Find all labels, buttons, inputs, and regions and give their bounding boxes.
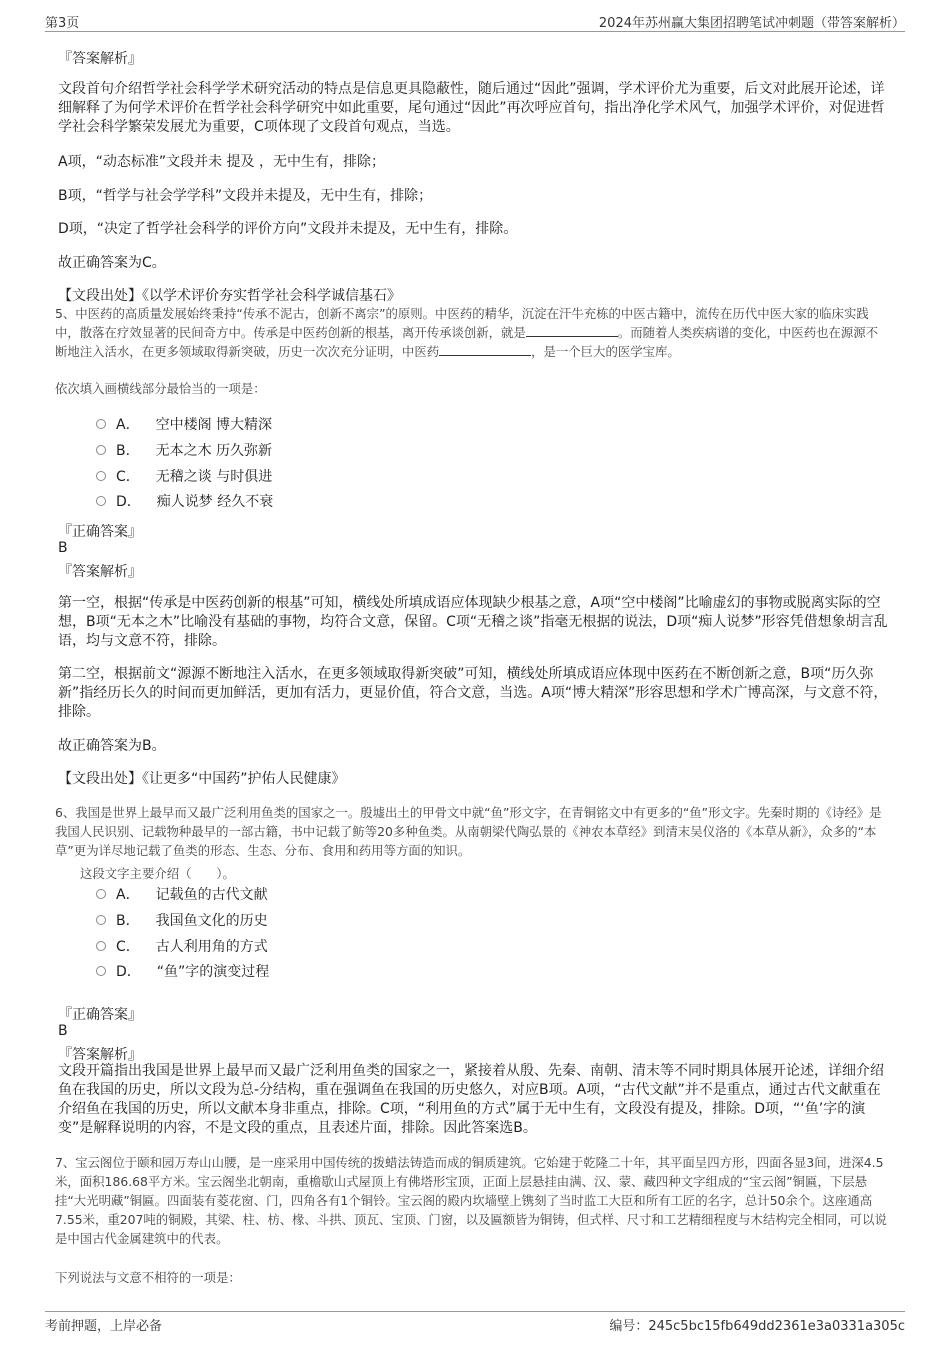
q5-stem-part1: 5、中医药的高质量发展始终秉持“传承不泥古，创新不离宗”的原则。中医药的精华，沉淀在汗牛充栋的中医古籍中，流传在历代中医大家的临床实践中，散落在疗效显著的民间奇方中。传承是中医药创新的根基，离开传承谈创新，就是 [55, 306, 869, 340]
option-letter: C． [116, 469, 140, 485]
q5-answer-label: 『正确答案』 [58, 524, 142, 540]
option-letter: D． [116, 964, 141, 980]
option-text: 无本之木 历久弥新 [155, 443, 273, 459]
q5-stem-part2: 。而随着人类疾病谱的变化，中医药也在源源不断地注入活水，在更多领域取得新突破，历史一次次充分证明，中医药 [55, 325, 879, 359]
page-number: 第3页 [45, 16, 80, 31]
q4-conclusion: 故正确答案为C。 [58, 255, 166, 271]
radio-icon[interactable] [96, 966, 106, 976]
radio-icon[interactable] [96, 471, 106, 481]
option-text: 无稽之谈 与时俱进 [155, 469, 273, 485]
option-letter: C． [116, 939, 140, 955]
footer-serial [609, 1315, 905, 1334]
serial-number: 245c5bc15fb649dd2361e3a0331a305c [648, 1319, 905, 1334]
header-divider [45, 31, 905, 32]
q5-option-c[interactable] [96, 466, 272, 486]
q4-analysis-option-d: D项，“决定了哲学社会科学的评价方向”文段并未提及，无中生有，排除。 [58, 221, 518, 237]
q5-analysis-paragraph-2: 第二空，根据前文“源源不断地注入活水，在更多领域取得新突破”可知，横线处所填成语应体现中医药在不断创新之意，B项“历久弥新”指经历长久的时间而更加鲜活，更加有活力，更显价值，符合文意，当选。A项“博大精深”形容思想和学术广博高深，与文意不符，排除。 [58, 666, 888, 720]
option-text: “鱼”字的演变过程 [156, 964, 270, 980]
q6-instruction: 这段文字主要介绍（ ）。 [80, 866, 235, 881]
q6-option-c[interactable] [96, 936, 268, 956]
footer-divider [45, 1311, 905, 1312]
option-text: 古人利用角的方式 [155, 939, 268, 955]
q5-instruction: 依次填入画横线部分最恰当的一项是： [55, 381, 266, 396]
radio-icon[interactable] [96, 889, 106, 899]
q5-blank-2 [439, 343, 531, 356]
q5-analysis-paragraph-1: 第一空，根据“传承是中医药创新的根基”可知，横线处所填成语应体现缺少根基之意，A项“空中楼阁”比喻虚幻的事物或脱离实际的空想，B项“无本之木”比喻没有基础的事物，均符合文意，保留。C项“无稽之谈”指毫无根据的说法，D项“痴人说梦”形容凭借想象胡言乱语，均与文意不符，排除。 [58, 595, 888, 649]
q6-option-d[interactable] [96, 961, 269, 981]
footer-motto: 考前押题，上岸必备 [45, 1319, 163, 1334]
radio-icon[interactable] [96, 445, 106, 455]
radio-icon[interactable] [96, 496, 106, 506]
q5-option-d[interactable] [96, 491, 273, 511]
q5-blank-1 [526, 324, 618, 337]
q5-conclusion: 故正确答案为B。 [58, 738, 166, 754]
q5-stem-part3: ，是一个巨大的医学宝库。 [531, 344, 680, 359]
q6-analysis-paragraph: 文段开篇指出我国是世界上最早而又最广泛利用鱼类的国家之一，紧接着从殷、先秦、南朝、清末等不同时期具体展开论述，详细介绍鱼在我国的历史，所以文段为总-分结构，重在强调鱼在我国的历史悠久，对应B项。A项，“古代文献”并不是重点，通过古代文献重在介绍鱼在我国的历史，所以文献本身非重点，排除。C项，“利用鱼的方式”属于无中生有，文段没有提及，排除。D项，“‘鱼’字的演变”是解释说明的内容，不是文段的重点，且表述片面，排除。因此答案选B。 [58, 1063, 884, 1136]
q4-analysis-option-b: B项，“哲学与社会学学科”文段并未提及，无中生有，排除； [58, 188, 433, 204]
q5-option-b[interactable] [96, 440, 272, 460]
q6-answer: B [58, 1023, 68, 1039]
q4-analysis-option-a: A项，“动态标准”文段并未 提及 ，无中生有，排除； [58, 154, 385, 170]
q5-stem [55, 304, 890, 361]
option-letter: B． [116, 443, 140, 459]
q5-answer: B [58, 540, 68, 556]
q6-answer-label: 『正确答案』 [58, 1007, 142, 1023]
q4-source: 【文段出处】《以学术评价夯实哲学社会科学诚信基石》 [58, 288, 401, 304]
option-text: 我国鱼文化的历史 [155, 913, 268, 929]
q4-analysis-label: 『答案解析』 [58, 51, 142, 67]
q5-source: 【文段出处】《让更多“中国药”护佑人民健康》 [58, 771, 346, 787]
q6-analysis-label: 『答案解析』 [58, 1047, 142, 1063]
radio-icon[interactable] [96, 915, 106, 925]
radio-icon[interactable] [96, 941, 106, 951]
option-letter: B． [116, 913, 140, 929]
q5-analysis-label: 『答案解析』 [58, 564, 142, 580]
q7-stem: 7、宝云阁位于颐和园万寿山山腰，是一座采用中国传统的拨蜡法铸造而成的铜质建筑。它始建于乾隆二十年，其平面呈四方形，四面各显3间，进深4.5米，面积186.68平方米。宝云阁坐北朝南，重檐歇山式屋顶上有佛塔形宝顶，正面上层悬挂由满、汉、蒙、藏四种文字组成的“宝云阁”铜匾，下层悬挂“大光明藏”铜匾。四面装有菱花窗、门，四角各有1个铜铃。宝云阁的殿内坎墙壁上镌刻了当时监工大臣和所有工匠的名字，总计50余个。这座通高7.55米，重207吨的铜殿，其梁、柱、枋、椽、斗拱、顶瓦、宝顶、门窗，以及匾额皆为铜铸，但式样、尺寸和工艺精细程度与木结构完全相同，可以说是中国古代金属建筑中的代表。 [55, 1155, 887, 1246]
document-title: 2024年苏州赢大集团招聘笔试冲刺题（带答案解析） [598, 16, 905, 31]
serial-label: 编号： [609, 1319, 649, 1334]
option-letter: A． [116, 417, 140, 433]
q5-option-a[interactable] [96, 414, 272, 434]
q6-option-b[interactable] [96, 910, 268, 930]
option-letter: A． [116, 887, 140, 903]
q6-option-a[interactable] [96, 884, 268, 904]
option-letter: D． [116, 494, 141, 510]
q4-analysis-paragraph: 文段首句介绍哲学社会科学学术研究活动的特点是信息更具隐蔽性，随后通过“因此”强调，学术评价尤为重要，后文对此展开论述，详细解释了为何学术评价在哲学社会科学研究中如此重要，尾句通过“因此”再次呼应首句，指出净化学术风气，加强学术评价，对促进哲学社会科学繁荣发展尤为重要，C项体现了文段首句观点，当选。 [58, 81, 885, 135]
q7-instruction: 下列说法与文意不相符的一项是： [55, 1270, 241, 1285]
option-text: 记载鱼的古代文献 [155, 887, 268, 903]
q6-stem: 6、我国是世界上最早而又最广泛利用鱼类的国家之一。殷墟出土的甲骨文中就“鱼”形文字，在青铜铭文中有更多的“鱼”形文字。先秦时期的《诗经》是我国人民识别、记载物种最早的一部古籍，书中记载了鲂等20多种鱼类。从南朝梁代陶弘景的《神农本草经》到清末吴仪洛的《本草从新》，众多的“本草”更为详尽地记载了鱼类的形态、生态、分布、食用和药用等方面的知识。 [55, 805, 882, 858]
radio-icon[interactable] [96, 419, 106, 429]
option-text: 痴人说梦 经久不衰 [156, 494, 274, 510]
option-text: 空中楼阁 博大精深 [155, 417, 273, 433]
